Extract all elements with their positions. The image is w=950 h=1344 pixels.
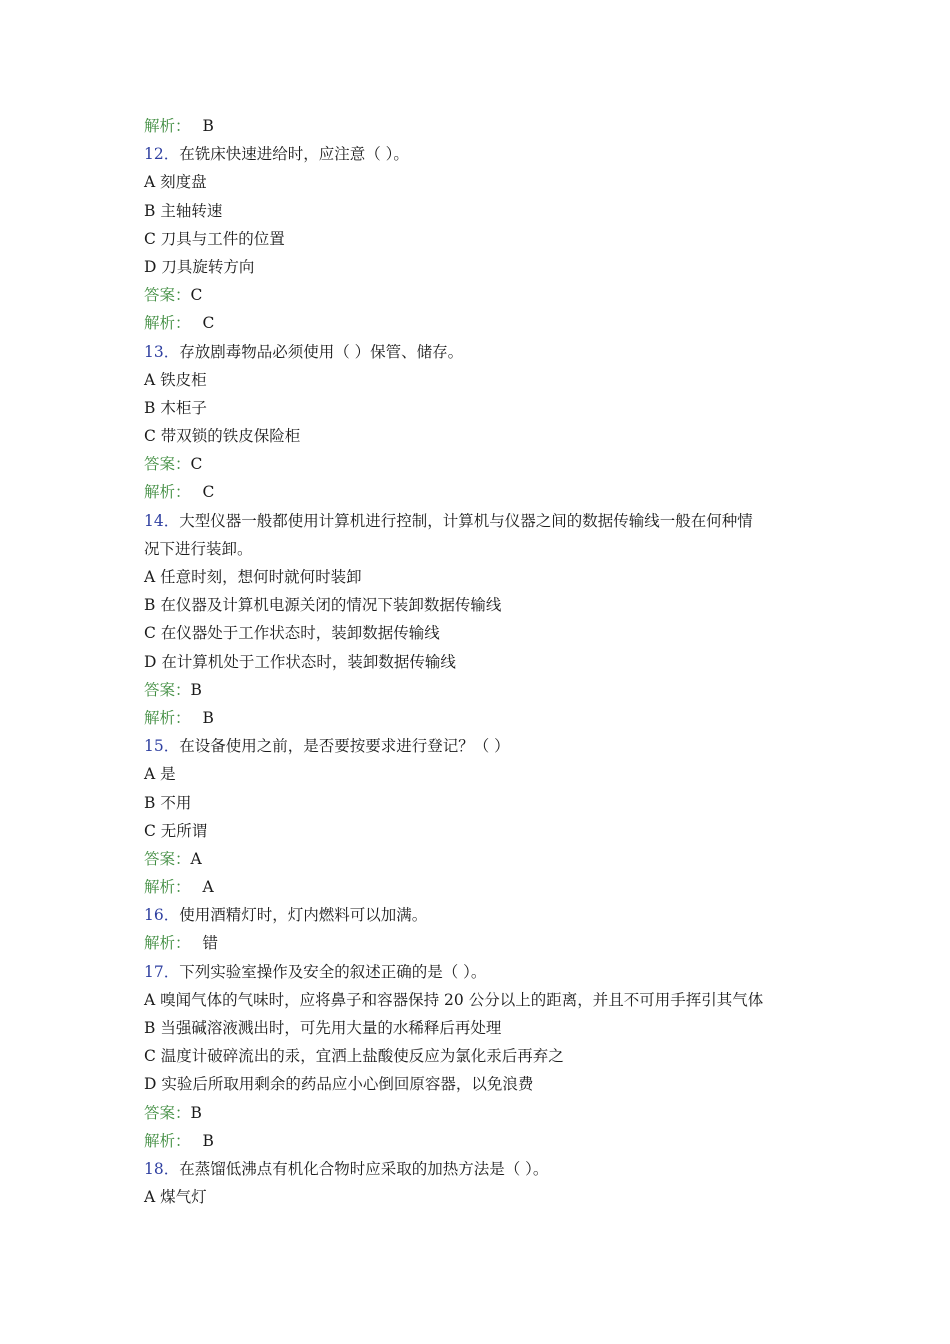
question-number: 14． [144,511,180,530]
analysis-line [144,309,812,337]
question-text: 下列实验室操作及安全的叙述正确的是（ ）。 [179,962,487,981]
question-text: 存放剧毒物品必须使用（ ）保管、储存。 [179,342,464,361]
option-line: B 当强碱溶液溅出时，可先用大量的水稀释后再处理 [144,1019,502,1037]
option-line: B 木柜子 [144,398,207,417]
option-line: C 在仪器处于工作状态时，装卸数据传输线 [144,624,440,643]
answer-value: A [190,849,202,868]
analysis-label: 解析： [144,708,191,727]
answer-label: 答案： [144,286,191,305]
answer-value: C [190,286,203,305]
question-line [144,958,812,986]
answer-line [144,1099,812,1127]
option-line: B 主轴转速 [144,201,223,220]
question-text-continuation: 况下进行装卸。 [144,539,253,558]
question-number: 18． [144,1159,180,1178]
analysis-label: 解析： [144,934,191,953]
option-line: C 无所谓 [144,821,208,840]
option-line: B 不用 [144,793,192,812]
analysis-value: B [202,1131,214,1150]
question-number: 15． [144,737,180,756]
question-line [144,901,812,929]
question-number: 17． [144,962,180,981]
option-line: A 铁皮柜 [144,370,207,389]
analysis-value: 错 [202,934,219,953]
option-line: A 刻度盘 [144,173,207,192]
question-list [144,112,812,1211]
analysis-line [144,873,812,901]
analysis-line [144,929,812,957]
analysis-line [144,478,812,506]
option-line: A 嗅闻气体的气味时，应将鼻子和容器保持 20 公分以上的距离，并且不可用手挥引其气体 [144,990,764,1009]
analysis-value: B [202,708,214,727]
question-number: 16． [144,906,180,925]
answer-value: B [190,1103,202,1122]
answer-line [144,281,812,309]
question-text: 在铣床快速进给时，应注意（ ）。 [179,145,409,164]
answer-line [144,676,812,704]
option-line: D 在计算机处于工作状态时，装卸数据传输线 [144,652,456,671]
analysis-value: A [202,878,214,897]
option-line: A 是 [144,765,176,784]
question-text: 在蒸馏低沸点有机化合物时应采取的加热方法是（ ）。 [179,1159,549,1178]
question-text: 在设备使用之前，是否要按要求进行登记？（ ） [179,737,510,756]
analysis-line [144,112,812,140]
question-line [144,140,812,168]
answer-value: B [190,680,202,699]
analysis-line [144,704,812,732]
analysis-label: 解析： [144,1131,191,1150]
answer-line [144,845,812,873]
answer-line [144,450,812,478]
option-line: C 刀具与工件的位置 [144,229,285,248]
answer-value: C [190,455,203,474]
analysis-value: C [202,314,215,333]
answer-label: 答案： [144,455,191,474]
question-line [144,732,812,760]
option-line: B 在仪器及计算机电源关闭的情况下装卸数据传输线 [144,596,502,615]
option-line: D 刀具旋转方向 [144,257,255,276]
analysis-line [144,1127,812,1155]
analysis-label: 解析： [144,314,191,333]
question-line [144,1155,812,1183]
option-line: A 煤气灯 [144,1188,207,1207]
question-text: 使用酒精灯时，灯内燃料可以加满。 [179,906,428,925]
analysis-value: B [202,117,214,135]
question-number: 13． [144,342,180,361]
option-line: C 带双锁的铁皮保险柜 [144,427,301,446]
option-line: D 实验后所取用剩余的药品应小心倒回原容器，以免浪费 [144,1075,534,1094]
analysis-label: 解析： [144,117,191,135]
analysis-value: C [202,483,215,502]
answer-label: 答案： [144,1103,191,1122]
answer-label: 答案： [144,849,191,868]
question-number: 12． [144,145,180,164]
question-text: 大型仪器一般都使用计算机进行控制，计算机与仪器之间的数据传输线一般在何种情 [179,511,753,530]
question-line [144,338,812,366]
analysis-label: 解析： [144,878,191,897]
option-line: A 任意时刻，想何时就何时装卸 [144,568,362,586]
answer-label: 答案： [144,680,191,699]
question-line [144,507,812,535]
analysis-label: 解析： [144,483,191,502]
option-line: C 温度计破碎流出的汞，宜洒上盐酸使反应为氯化汞后再弃之 [144,1047,564,1066]
